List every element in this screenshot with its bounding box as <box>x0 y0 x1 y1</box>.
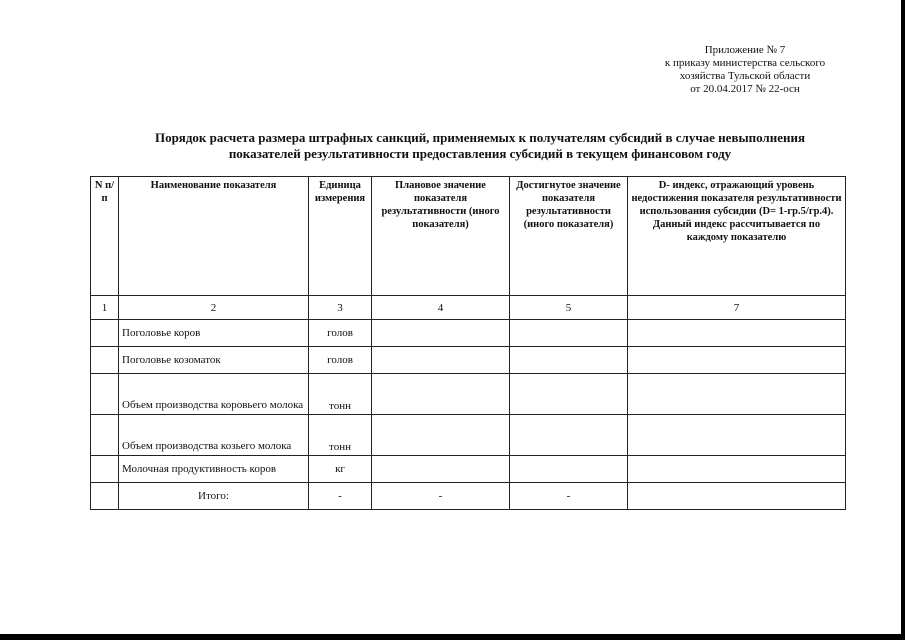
cell-achieved <box>510 320 628 347</box>
cell-achieved <box>510 347 628 374</box>
table-total-row <box>91 483 846 510</box>
col-number: 1 <box>91 296 119 320</box>
order-date: от 20.04.2017 № 22-осн <box>690 83 800 95</box>
cell-achieved <box>510 415 628 456</box>
document-title <box>60 130 900 162</box>
col-header-num: N п/п <box>91 177 119 296</box>
table-header-row <box>91 177 846 296</box>
scan-border-right <box>901 0 905 640</box>
cell-achieved: - <box>510 483 628 510</box>
order-ref-line: к приказу министерства сельского <box>664 57 826 69</box>
cell-index <box>628 415 846 456</box>
cell-num <box>91 347 119 374</box>
cell-num <box>91 456 119 483</box>
cell-unit: тонн <box>309 415 372 456</box>
col-header-achieved: Достигнутое значение показателя результативности (иного показателя) <box>510 177 628 296</box>
col-header-index: D- индекс, отражающий уровень недостижения показателя результативности использования субсидии (D= 1-гр.5/гр.4). Данный индекс рассчитывается по каждому показателю <box>628 177 846 296</box>
appendix-number: Приложение № 7 <box>704 44 786 56</box>
col-number: 2 <box>119 296 309 320</box>
cell-num <box>91 415 119 456</box>
cell-index <box>628 374 846 415</box>
col-header-unit: Единица измерения <box>309 177 372 296</box>
cell-name: Молочная продуктивность коров <box>119 456 309 483</box>
cell-name: Объем производства козьего молока <box>119 415 309 456</box>
table-row <box>91 374 846 415</box>
cell-achieved <box>510 374 628 415</box>
cell-unit: кг <box>309 456 372 483</box>
cell-plan: - <box>372 483 510 510</box>
title-line-1: Порядок расчета размера штрафных санкций, применяемых к получателям субсидий в случае невыполнения <box>154 130 806 145</box>
cell-index <box>628 347 846 374</box>
title-line-2: показателей результативности предоставления субсидий в текущем финансовом году <box>228 146 732 161</box>
table-row <box>91 415 846 456</box>
cell-num <box>91 320 119 347</box>
cell-name: Поголовье козоматок <box>119 347 309 374</box>
appendix-header <box>600 44 890 96</box>
scan-border-bottom <box>0 634 905 640</box>
col-number: 7 <box>628 296 846 320</box>
table-row <box>91 347 846 374</box>
col-number: 3 <box>309 296 372 320</box>
cell-index <box>628 456 846 483</box>
col-header-plan: Плановое значение показателя результативности (иного показателя) <box>372 177 510 296</box>
cell-unit: тонн <box>309 374 372 415</box>
cell-achieved <box>510 456 628 483</box>
cell-index <box>628 483 846 510</box>
cell-unit: голов <box>309 347 372 374</box>
cell-unit: - <box>309 483 372 510</box>
cell-name: Поголовье коров <box>119 320 309 347</box>
table-row <box>91 456 846 483</box>
cell-num <box>91 374 119 415</box>
table-row <box>91 320 846 347</box>
col-header-name: Наименование показателя <box>119 177 309 296</box>
penalty-table <box>90 176 846 510</box>
ministry-line: хозяйства Тульской области <box>679 70 811 82</box>
cell-plan <box>372 320 510 347</box>
cell-index <box>628 320 846 347</box>
cell-total-label: Итого: <box>119 483 309 510</box>
column-number-row <box>91 296 846 320</box>
col-number: 4 <box>372 296 510 320</box>
cell-plan <box>372 456 510 483</box>
cell-plan <box>372 374 510 415</box>
cell-name: Объем производства коровьего молока <box>119 374 309 415</box>
cell-plan <box>372 415 510 456</box>
cell-num <box>91 483 119 510</box>
cell-plan <box>372 347 510 374</box>
cell-unit: голов <box>309 320 372 347</box>
col-number: 5 <box>510 296 628 320</box>
